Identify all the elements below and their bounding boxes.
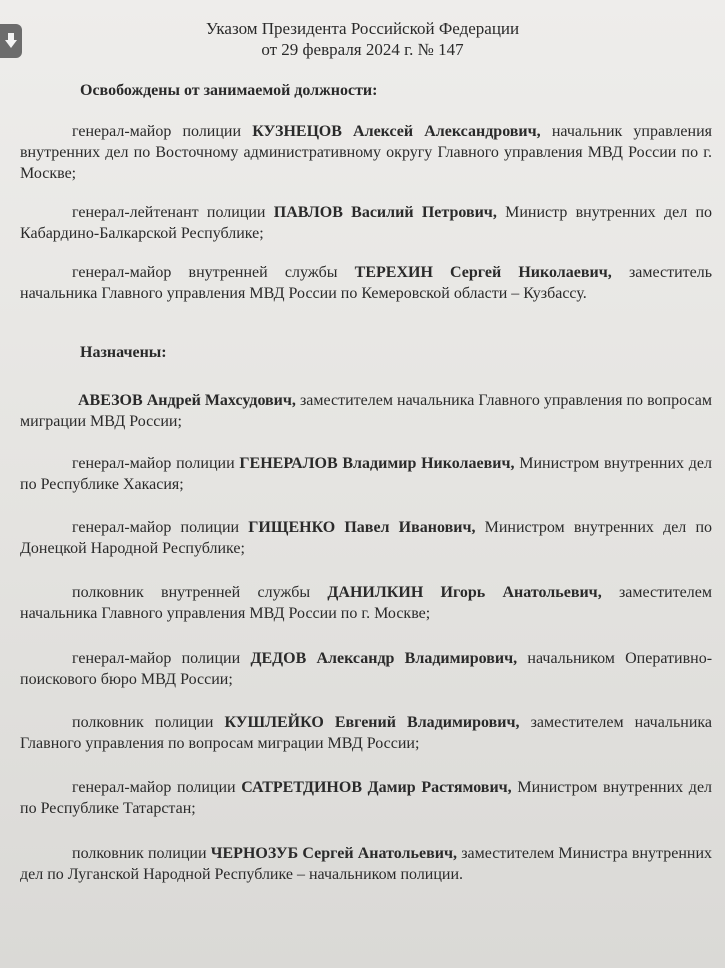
person-name: КУЗНЕЦОВ Алексей Александрович, [252, 123, 541, 140]
person-name: ТЕРЕХИН Сергей Николаевич, [354, 264, 612, 281]
rank: генерал-майор полиции [72, 779, 236, 796]
person-name: ГИЩЕНКО Павел Иванович, [248, 519, 476, 536]
rank: генерал-лейтенант полиции [72, 204, 266, 221]
position: Министром внутренних дел по Республике Татарстан; [20, 779, 713, 817]
released-item [20, 262, 712, 304]
position: заместителем начальника Главного управления МВД России по г. Москве; [20, 584, 712, 622]
released-section-title: Освобождены от занимаемой должности: [80, 82, 378, 99]
position: заместитель начальника Главного управления МВД России по Кемеровской области – Кузбассу. [20, 264, 713, 302]
person-name: ДАНИЛКИН Игорь Анатольевич, [327, 584, 602, 601]
person-name: ГЕНЕРАЛОВ Владимир Николаевич, [239, 455, 515, 472]
position: начальником Оперативно-поискового бюро МВД России; [20, 650, 713, 688]
position: Министр внутренних дел по Кабардино-Балкарской Республике; [20, 204, 713, 242]
rank: генерал-майор внутренней службы [72, 264, 338, 281]
position: заместителем начальника Главного управления по вопросам миграции МВД России; [20, 714, 713, 752]
appointed-item [20, 777, 712, 819]
position: заместителем начальника Главного управления по вопросам миграции МВД России; [20, 392, 713, 430]
position: заместителем Министра внутренних дел по Луганской Народной Республике – начальником полиции. [20, 845, 713, 883]
header-line-2: от 29 февраля 2024 г. № 147 [261, 40, 464, 59]
released-item [20, 121, 712, 184]
rank: генерал-майор полиции [72, 650, 241, 667]
rank: полковник полиции [72, 714, 214, 731]
person-name: КУШЛЕЙКО Евгений Владимирович, [224, 714, 520, 731]
position: начальник управления внутренних дел по Восточному административному округу Главного управления МВД России по г. Москве; [20, 123, 713, 182]
position: Министром внутренних дел по Республике Хакасия; [20, 455, 712, 493]
appointed-section-title: Назначены: [80, 344, 167, 361]
header-line-1: Указом Президента Российской Федерации [205, 19, 520, 38]
position: Министром внутренних дел по Донецкой Народной Республике; [20, 519, 713, 557]
appointed-item [20, 843, 712, 885]
rank: генерал-майор полиции [72, 519, 240, 536]
person-name: САТРЕТДИНОВ Дамир Растямович, [241, 779, 512, 796]
appointed-item [20, 648, 712, 690]
appointed-item [20, 582, 712, 624]
person-name: ДЕДОВ Александр Владимирович, [250, 650, 518, 667]
released-item [20, 202, 712, 244]
person-name: АВЕЗОВ Андрей Махсудович, [78, 392, 296, 409]
appointed-item [20, 453, 712, 495]
document-header [0, 18, 725, 60]
rank: генерал-майор полиции [72, 455, 235, 472]
appointed-item [20, 390, 712, 432]
rank: полковник полиции [72, 845, 207, 862]
person-name: ЧЕРНОЗУБ Сергей Анатольевич, [210, 845, 457, 862]
appointed-item [20, 517, 712, 559]
rank: генерал-майор полиции [72, 123, 242, 140]
rank: полковник внутренней службы [72, 584, 311, 601]
appointed-item [20, 712, 712, 754]
person-name: ПАВЛОВ Василий Петрович, [273, 204, 497, 221]
